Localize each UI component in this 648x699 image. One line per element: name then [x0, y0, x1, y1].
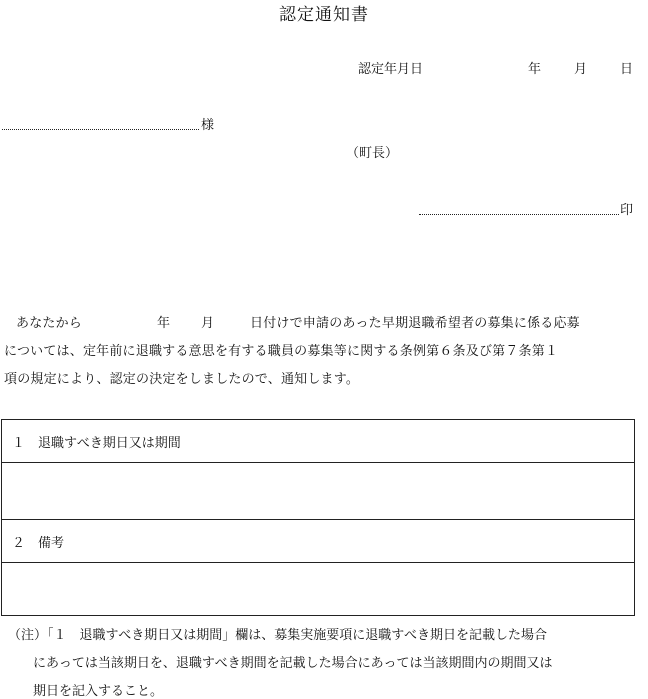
- body-line-3: 項の規定により、認定の決定をしましたので、通知します。: [4, 372, 360, 387]
- body-line-2: については、定年前に退職する意思を有する職員の募集等に関する条例第６条及び第７条第１: [4, 344, 559, 359]
- table-divider: [2, 562, 634, 563]
- date-year-label: 年: [528, 62, 542, 77]
- row-1-label: １ 退職すべき期日又は期間: [12, 436, 181, 451]
- addressee-name-line: [2, 129, 199, 130]
- issuer-title: （町長）: [346, 146, 399, 161]
- note-line-3: 期日を記入すること。: [33, 684, 164, 699]
- certification-date-label: 認定年月日: [358, 62, 424, 77]
- body-line-1-end: 日付けで申請のあった早期退職希望者の募集に係る応募: [250, 316, 580, 331]
- seal-mark: 印: [620, 203, 634, 218]
- table-divider: [2, 519, 634, 520]
- body-line-1-month: 月: [201, 316, 215, 331]
- body-line-1-year: 年: [157, 316, 171, 331]
- document-title: 認定通知書: [279, 5, 369, 25]
- note-line-1: （注）「１ 退職すべき期日又は期間」欄は、募集実施要項に退職すべき期日を記載した場合: [8, 628, 547, 643]
- body-line-1-start: あなたから: [16, 316, 83, 331]
- addressee-suffix: 様: [201, 118, 215, 133]
- date-month-label: 月: [574, 62, 588, 77]
- table-divider: [2, 462, 634, 463]
- note-line-2: にあっては当該期日を、退職すべき期間を記載した場合にあっては当該期間内の期間又は: [33, 656, 553, 671]
- date-day-label: 日: [620, 62, 634, 77]
- form-table: [1, 419, 635, 616]
- row-2-label: ２ 備考: [12, 536, 65, 551]
- issuer-name-line: [419, 214, 619, 215]
